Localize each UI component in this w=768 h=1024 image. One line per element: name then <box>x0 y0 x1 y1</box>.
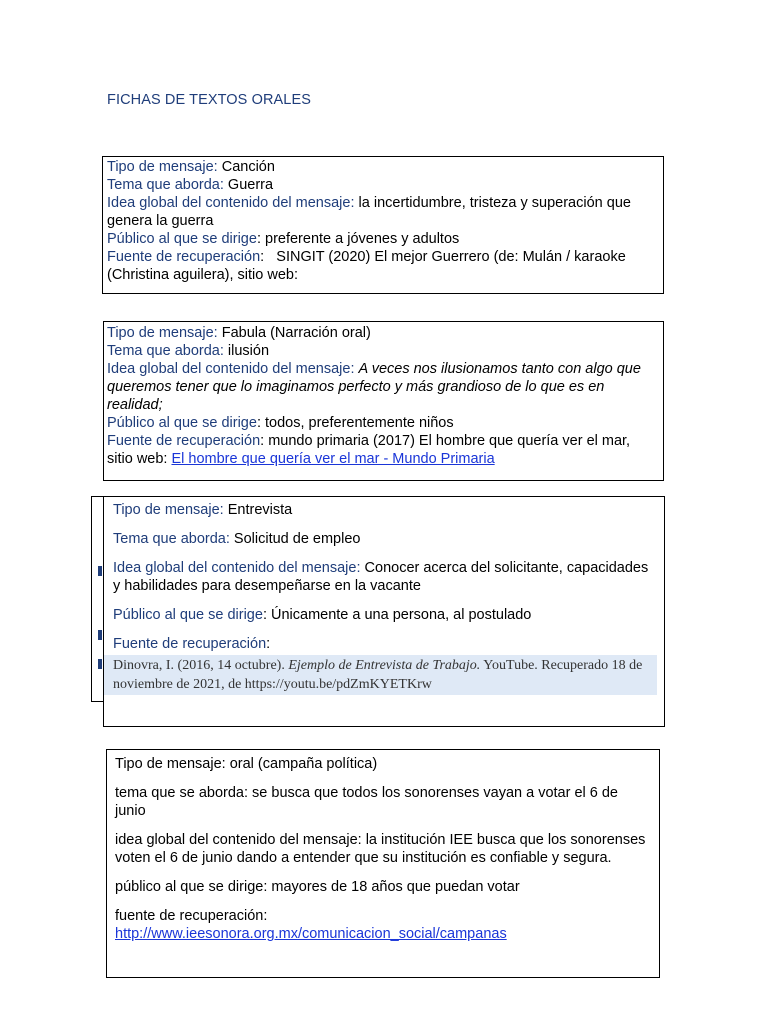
fuente-label: Fuente de recuperación <box>113 636 267 652</box>
tipo-row: Tipo de mensaje: Fabula (Narración oral) <box>107 325 371 341</box>
tema-row: Tema que aborda: ilusión <box>107 343 270 359</box>
fuente-label: Fuente de recuperación <box>107 433 261 449</box>
tema-value: Guerra <box>227 177 274 193</box>
idea-label: Idea global del contenido del mensaje <box>107 361 351 377</box>
tipo-row: Tipo de mensaje: Entrevista <box>113 502 293 518</box>
tipo-label: Tipo de mensaje <box>107 325 214 341</box>
tema-value: Solicitud de empleo <box>233 531 361 547</box>
idea-label: Idea global del contenido del mensaje <box>113 560 357 576</box>
idea-row: idea global del contenido del mensaje: la institución IEE busca que los sonorenses voten el 6 de junio dando a entender que su institución es confiable y segura. <box>115 832 646 866</box>
reference-citation <box>104 655 657 695</box>
idea-label: Idea global del contenido del mensaje <box>107 195 351 211</box>
fuente-row: Fuente de recuperación: <box>113 636 271 652</box>
tema-label: Tema que aborda <box>113 531 226 547</box>
tipo-value: Fabula (Narración oral) <box>221 325 371 341</box>
tema-row: Tema que aborda: Guerra <box>107 177 274 193</box>
publico-value: todos, preferentemente niños <box>265 415 454 431</box>
ficha-entrevista <box>103 496 665 727</box>
idea-row: Idea global del contenido del mensaje: A veces nos ilusionamos tanto con algo que queremos tener que lo imaginamos perfecto y más grandioso de lo que es en realidad; <box>107 361 641 413</box>
ghost-mark <box>98 659 102 669</box>
tema-value: ilusión <box>227 343 270 359</box>
fuente-row <box>115 907 651 943</box>
idea-value: Conocer acerca del solicitante, capacidades y habilidades para desempeñarse en la vacante <box>113 560 649 594</box>
ref-title: Ejemplo de Entrevista de Trabajo. <box>288 658 481 673</box>
publico-label: Público al que se dirige <box>113 607 263 623</box>
ficha-cancion <box>102 156 664 294</box>
tipo-label: Tipo de mensaje <box>107 159 214 175</box>
tema-label: Tema que aborda <box>107 343 220 359</box>
ref-rest: YouTube. Recuperado 18 de noviembre de 2021, de https://youtu.be/pdZmKYETKrw <box>113 658 643 692</box>
publico-row: Público al que se dirige: preferente a jóvenes y adultos <box>107 231 460 247</box>
idea-value: la incertidumbre, tristeza y superación que genera la guerra <box>107 195 631 229</box>
tipo-row: Tipo de mensaje: oral (campaña política) <box>115 756 378 772</box>
ficha-campana <box>106 749 660 978</box>
ghost-mark <box>98 630 102 640</box>
fuente-value: mundo primaria (2017) El hombre que quería ver el mar, sitio web: <box>107 433 631 467</box>
tipo-value: Entrevista <box>227 502 293 518</box>
publico-value: Únicamente a una persona, al postulado <box>271 607 532 623</box>
idea-value: A veces nos ilusionamos tanto con algo que queremos tener que lo imaginamos perfecto y más grandioso de lo que es en realidad; <box>107 361 641 413</box>
tipo-label: Tipo de mensaje <box>113 502 220 518</box>
page-title: FICHAS DE TEXTOS ORALES <box>107 92 312 108</box>
ghost-mark <box>98 566 102 576</box>
tema-label: Tema que aborda <box>107 177 220 193</box>
tema-row: tema que se aborda: se busca que todos los sonorenses vayan a votar el 6 de junio <box>115 785 618 819</box>
fuente-row: Fuente de recuperación: SINGIT (2020) El mejor Guerrero (de: Mulán / karaoke (Christina aguilera), sitio web: <box>107 249 626 283</box>
publico-value: preferente a jóvenes y adultos <box>265 231 460 247</box>
publico-row: Público al que se dirige: Únicamente a una persona, al postulado <box>113 607 532 623</box>
tema-row: Tema que aborda: Solicitud de empleo <box>113 531 361 547</box>
fuente-value: SINGIT (2020) El mejor Guerrero (de: Mulán / karaoke (Christina aguilera), sitio web: <box>107 249 626 283</box>
fuente-link[interactable]: El hombre que quería ver el mar - Mundo Primaria <box>171 451 495 467</box>
idea-row: Idea global del contenido del mensaje: Conocer acerca del solicitante, capacidades y habilidades para desempeñarse en la vacante <box>113 560 649 594</box>
fuente-link[interactable]: http://www.ieesonora.org.mx/comunicacion_social/campanas <box>115 926 507 942</box>
ref-author: Dinovra, I. (2016, 14 octubre). <box>113 658 285 673</box>
fuente-row: Fuente de recuperación: mundo primaria (2017) El hombre que quería ver el mar, sitio web: El hombre que quería ver el mar - Mundo Primaria <box>107 433 631 467</box>
tipo-row: Tipo de mensaje: Canción <box>107 159 275 175</box>
idea-row: Idea global del contenido del mensaje: la incertidumbre, tristeza y superación que genera la guerra <box>107 195 631 229</box>
fuente-label: fuente de recuperación: <box>115 908 268 924</box>
publico-label: Público al que se dirige <box>107 231 257 247</box>
publico-row: público al que se dirige: mayores de 18 años que puedan votar <box>115 879 520 895</box>
publico-label: Público al que se dirige <box>107 415 257 431</box>
fuente-label: Fuente de recuperación <box>107 249 261 265</box>
tipo-value: Canción <box>221 159 275 175</box>
publico-row: Público al que se dirige: todos, preferentemente niños <box>107 415 454 431</box>
ficha-fabula <box>103 321 664 481</box>
